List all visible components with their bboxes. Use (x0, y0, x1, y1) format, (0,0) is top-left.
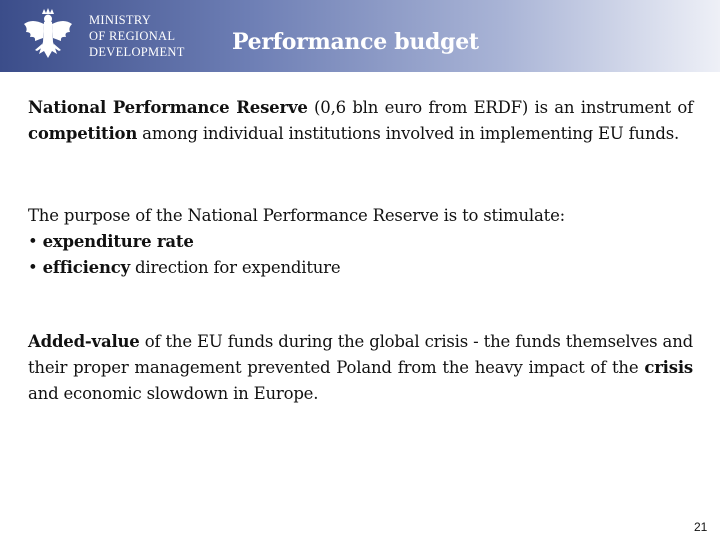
page-number: 21 (694, 520, 708, 534)
purpose-intro: The purpose of the National Performance Reserve is to stimulate: (28, 206, 566, 225)
reserve-text-2: among individual institutions involved in implementing EU funds. (137, 124, 680, 143)
added-value-paragraph (28, 329, 693, 407)
ministry-line-3: DEVELOPMENT (89, 45, 185, 59)
slide-header (0, 0, 720, 72)
competition-bold-term: competition (28, 124, 138, 143)
bullet-icon: • (28, 232, 38, 251)
added-value-text-2: and economic slowdown in Europe. (28, 384, 319, 403)
purpose-paragraph (28, 203, 693, 281)
ministry-line-2: OF REGIONAL (89, 29, 176, 43)
slide-title: Performance budget (232, 29, 479, 55)
added-value-bold-term: Added-value (28, 332, 140, 351)
reserve-bold-term: National Performance Reserve (28, 98, 308, 117)
reserve-paragraph (28, 95, 693, 147)
bullet-item-expenditure-rate (28, 229, 693, 255)
efficiency-text: direction for expenditure (130, 258, 341, 277)
bullet-item-efficiency (28, 255, 693, 281)
white-eagle-icon (22, 8, 74, 64)
added-value-text-1: of the EU funds during the global crisis - the funds themselves and their proper management prevented Poland from the heavy impact of the (28, 332, 693, 377)
ministry-line-1: MINISTRY (89, 13, 152, 27)
expenditure-rate-bold: expenditure rate (42, 232, 194, 251)
reserve-text-1: (0,6 bln euro from ERDF) is an instrument of (307, 98, 693, 117)
efficiency-bold: efficiency (42, 258, 130, 277)
crisis-bold-term: crisis (644, 358, 693, 377)
ministry-name (89, 12, 185, 60)
bullet-icon: • (28, 258, 38, 277)
